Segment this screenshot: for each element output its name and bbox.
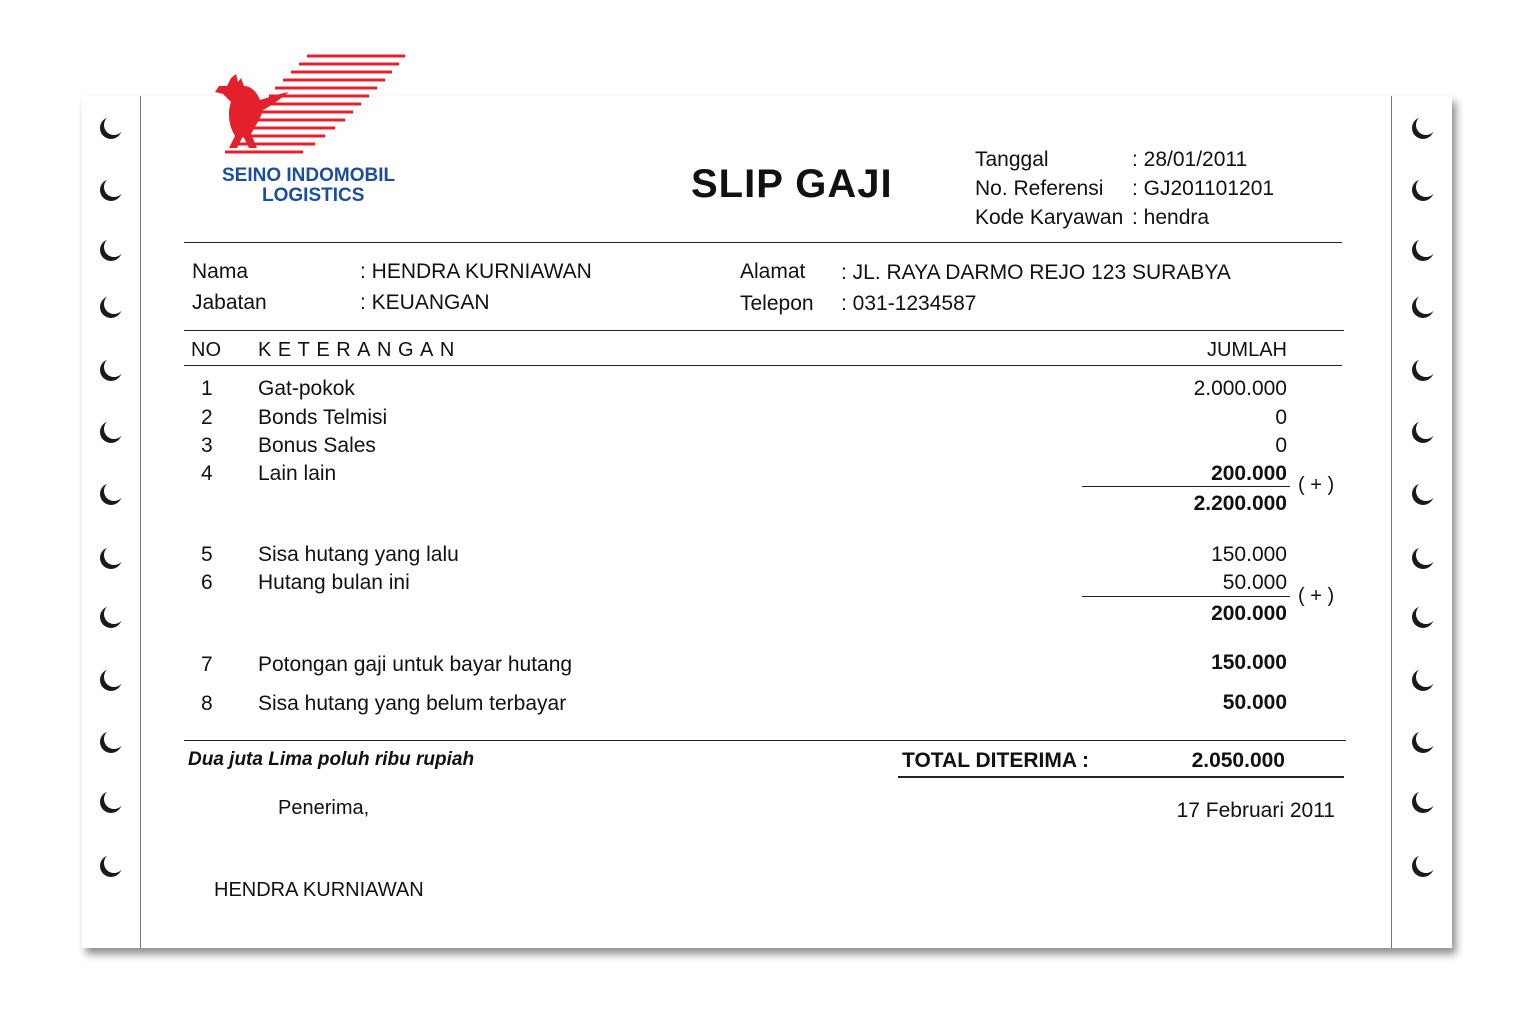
row-1-no: 1 xyxy=(201,377,213,400)
document-title: SLIP GAJI xyxy=(691,162,893,206)
meta-referensi-value: : GJ201101201 xyxy=(1132,177,1275,200)
row-8-amount: 50.000 xyxy=(1222,691,1287,714)
meta-kode-value: : hendra xyxy=(1132,206,1210,229)
row-5-no: 5 xyxy=(201,543,213,566)
row-3-amount: 0 xyxy=(1275,434,1287,457)
meta-referensi-label: No. Referensi xyxy=(975,177,1104,200)
employee-nama-value: : HENDRA KURNIAWAN xyxy=(360,260,592,283)
subtotal-2-plus-marker: ( + ) xyxy=(1298,585,1335,607)
divider-header xyxy=(184,242,1342,243)
row-7-desc: Potongan gaji untuk bayar hutang xyxy=(258,653,573,676)
row-5-amount: 150.000 xyxy=(1211,543,1287,566)
signer-name: HENDRA KURNIAWAN xyxy=(214,879,424,901)
left-tractor-hole-icon xyxy=(100,117,122,139)
row-1-desc: Gat-pokok xyxy=(258,377,355,400)
left-tractor-hole-icon xyxy=(100,296,122,318)
row-4-amount: 200.000 xyxy=(1211,462,1287,485)
right-tractor-hole-icon xyxy=(1412,179,1434,201)
row-3-desc: Bonus Sales xyxy=(258,434,376,457)
row-2-no: 2 xyxy=(201,406,213,429)
left-tractor-hole-icon xyxy=(100,606,122,628)
row-2-amount: 0 xyxy=(1275,406,1287,429)
row-4-no: 4 xyxy=(201,462,213,485)
row-7-amount: 150.000 xyxy=(1211,651,1287,674)
company-logo-icon xyxy=(205,52,410,164)
row-1-amount: 2.000.000 xyxy=(1193,377,1287,400)
column-header-keterangan: KETERANGAN xyxy=(258,339,461,361)
employee-telepon-value: : 031-1234587 xyxy=(841,292,977,315)
right-tractor-hole-icon xyxy=(1412,669,1434,691)
company-name-line2: LOGISTICS xyxy=(262,185,365,206)
column-header-no: NO xyxy=(191,339,221,361)
employee-alamat-label: Alamat xyxy=(740,260,806,283)
divider-employee xyxy=(184,330,1344,331)
subtotal-2-line xyxy=(1082,596,1290,597)
total-label: TOTAL DITERIMA : xyxy=(902,749,1090,772)
left-tractor-hole-icon xyxy=(100,421,122,443)
employee-telepon-label: Telepon xyxy=(740,292,814,315)
left-tractor-hole-icon xyxy=(100,731,122,753)
signing-date: 17 Februari 2011 xyxy=(1176,799,1335,822)
left-tractor-hole-icon xyxy=(100,179,122,201)
right-tractor-hole-icon xyxy=(1412,606,1434,628)
right-tractor-hole-icon xyxy=(1412,296,1434,318)
employee-jabatan-label: Jabatan xyxy=(192,291,267,314)
amount-in-words: Dua juta Lima poluh ribu rupiah xyxy=(188,749,475,770)
right-tractor-hole-icon xyxy=(1412,117,1434,139)
left-tractor-hole-icon xyxy=(100,791,122,813)
row-3-no: 3 xyxy=(201,434,213,457)
right-tractor-hole-icon xyxy=(1412,855,1434,877)
right-tractor-hole-icon xyxy=(1412,239,1434,261)
right-tractor-hole-icon xyxy=(1412,547,1434,569)
divider-table-footer xyxy=(184,740,1346,741)
row-6-amount: 50.000 xyxy=(1222,571,1287,594)
left-perforation-line xyxy=(140,96,141,948)
row-6-desc: Hutang bulan ini xyxy=(258,571,410,594)
employee-nama-label: Nama xyxy=(192,260,249,283)
right-tractor-hole-icon xyxy=(1412,791,1434,813)
right-tractor-hole-icon xyxy=(1412,483,1434,505)
divider-table-header xyxy=(184,365,1342,366)
row-6-no: 6 xyxy=(201,571,213,594)
subtotal-1-amount: 2.200.000 xyxy=(1193,492,1287,515)
meta-kode-label: Kode Karyawan xyxy=(975,206,1124,229)
company-name-line1: SEINO INDOMOBIL xyxy=(222,165,396,186)
row-2-desc: Bonds Telmisi xyxy=(258,406,388,429)
row-4-desc: Lain lain xyxy=(258,462,337,485)
subtotal-1-line xyxy=(1082,486,1290,487)
row-5-desc: Sisa hutang yang lalu xyxy=(258,543,459,566)
penerima-label: Penerima, xyxy=(278,797,370,819)
subtotal-2-amount: 200.000 xyxy=(1211,602,1287,625)
left-tractor-hole-icon xyxy=(100,359,122,381)
total-underline xyxy=(898,776,1344,778)
left-tractor-hole-icon xyxy=(100,669,122,691)
right-tractor-hole-icon xyxy=(1412,731,1434,753)
meta-tanggal-value: : 28/01/2011 xyxy=(1132,148,1248,171)
left-tractor-hole-icon xyxy=(100,547,122,569)
employee-jabatan-value: : KEUANGAN xyxy=(360,291,490,314)
total-value: 2.050.000 xyxy=(1191,749,1285,772)
row-8-no: 8 xyxy=(201,692,213,715)
employee-alamat-value: : JL. RAYA DARMO REJO 123 SURABYA xyxy=(841,261,1231,284)
left-tractor-hole-icon xyxy=(100,239,122,261)
right-tractor-hole-icon xyxy=(1412,421,1434,443)
meta-tanggal-label: Tanggal xyxy=(975,148,1049,171)
row-7-no: 7 xyxy=(201,653,213,676)
right-perforation-line xyxy=(1391,96,1392,948)
subtotal-1-plus-marker: ( + ) xyxy=(1298,474,1335,496)
left-tractor-hole-icon xyxy=(100,483,122,505)
row-8-desc: Sisa hutang yang belum terbayar xyxy=(258,692,567,715)
left-tractor-hole-icon xyxy=(100,855,122,877)
right-tractor-hole-icon xyxy=(1412,359,1434,381)
column-header-jumlah: JUMLAH xyxy=(1206,339,1287,361)
